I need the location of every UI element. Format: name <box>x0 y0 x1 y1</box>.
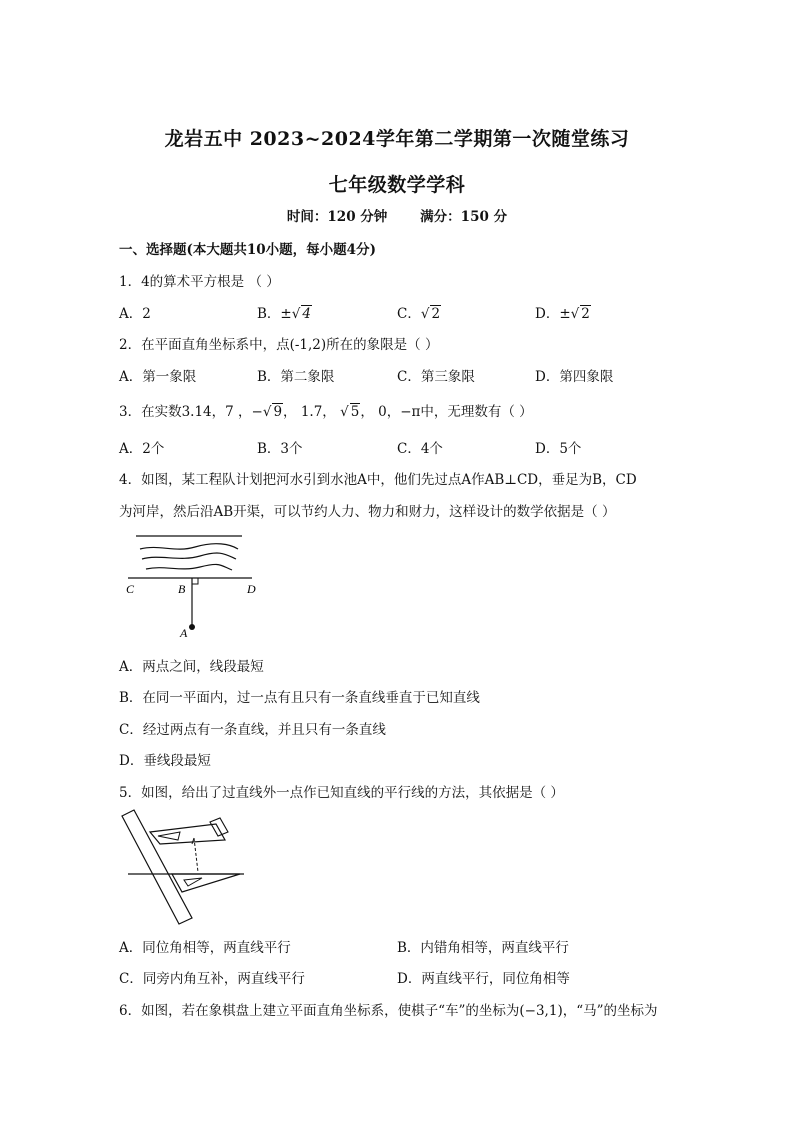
question-4-option-a: A．两点之间，线段最短 <box>119 659 264 675</box>
question-3-option-a: A．2个 <box>119 441 165 457</box>
radicand: 2 <box>581 306 590 322</box>
question-4-option-c: C．经过两点有一条直线，并且只有一条直线 <box>119 722 386 738</box>
stem-part: 3．在实数3.14，7 ，− <box>119 404 263 420</box>
radicand: 2 <box>431 306 441 322</box>
question-2-option-d: D．第四象限 <box>535 369 614 385</box>
water-wave <box>140 544 238 549</box>
question-4-option-b: B．在同一平面内，过一点有且只有一条直线垂直于已知直线 <box>119 690 480 706</box>
question-5-stem: 5．如图，给出了过直线外一点作已知直线的平行线的方法，其依据是（ ） <box>119 785 564 801</box>
set-square-hole <box>184 878 202 886</box>
arrow-head <box>192 838 194 844</box>
option-label: C． <box>397 306 421 322</box>
question-1-option-d: D．±√ 2 <box>535 306 590 322</box>
radicand: 4 <box>302 306 311 322</box>
ruler <box>122 810 192 924</box>
question-4-stem-line1: 4．如图，某工程队计划把河水引到水池A中，他们先过点A作AB⊥CD，垂足为B，CD <box>119 472 637 488</box>
question-5-option-c: C．同旁内角互补，两直线平行 <box>119 971 305 987</box>
question-4-stem-line2: 为河岸，然后沿AB开渠，可以节约人力、物力和财力，这样设计的数学依据是（ ） <box>119 504 616 520</box>
question-5-option-d: D．两直线平行，同位角相等 <box>397 971 570 987</box>
question-3-option-b: B．3个 <box>257 441 303 457</box>
parallel-line-figure <box>122 808 247 926</box>
section-heading: 一、选择题(本大题共10小题，每小题4分) <box>119 242 376 258</box>
exam-title: 龙岩五中 2023~2024学年第二学期第一次随堂练习 <box>164 128 630 150</box>
question-2-option-b: B．第二象限 <box>257 369 335 385</box>
question-6-stem: 6．如图，若在象棋盘上建立平面直角坐标系，使棋子“车”的坐标为(−3,1)，“马”的坐标为 <box>119 1003 658 1019</box>
question-1-stem: 1．4的算术平方根是 （ ） <box>119 274 280 290</box>
label-d: D <box>247 582 256 596</box>
river-figure <box>120 530 260 645</box>
set-square-lower <box>172 874 240 892</box>
radicand: 9 <box>273 404 283 420</box>
marker-point <box>210 818 228 836</box>
option-label: B．± <box>257 306 292 322</box>
construction-dashed-line <box>194 838 198 872</box>
subject-title: 七年级数学学科 <box>328 174 466 196</box>
water-wave <box>146 564 232 570</box>
time-score-info: 时间：120 分钟 满分：150 分 <box>286 209 508 225</box>
radicand: 5 <box>350 404 360 420</box>
label-b: B <box>178 582 186 596</box>
stem-part: ， 0，−π中，无理数有（ ） <box>360 404 533 420</box>
question-1-option-c: C．√ 2 <box>397 306 441 322</box>
question-1-option-a <box>119 302 151 322</box>
question-5-option-a: A．同位角相等，两直线平行 <box>119 940 291 956</box>
label-c: C <box>126 582 135 596</box>
set-square-upper <box>150 824 225 844</box>
question-2-stem: 2．在平面直角坐标系中，点(-1,2)所在的象限是（ ） <box>119 337 439 353</box>
question-2-option-c: C．第三象限 <box>397 369 475 385</box>
water-wave <box>142 553 236 559</box>
stem-part: ， 1.7， <box>283 404 341 420</box>
label-a: A <box>180 626 188 640</box>
option-label: A．2 <box>119 306 151 322</box>
question-5-option-b: B．内错角相等，两直线平行 <box>397 940 569 956</box>
question-3-stem: 3．在实数3.14，7 ，−√ 9， 1.7， √ 5， 0，−π中，无理数有（ ） <box>119 404 533 420</box>
set-square-hole <box>158 832 180 840</box>
question-4-option-d: D．垂线段最短 <box>119 753 211 769</box>
option-label: D．± <box>535 306 571 322</box>
question-3-option-c: C．4个 <box>397 441 443 457</box>
question-3-option-d: D．5个 <box>535 441 582 457</box>
question-2-option-a: A．第一象限 <box>119 369 197 385</box>
point-a <box>189 624 195 630</box>
right-angle-mark <box>192 578 198 584</box>
question-1-option-b: B．±√ 4 <box>257 306 311 322</box>
